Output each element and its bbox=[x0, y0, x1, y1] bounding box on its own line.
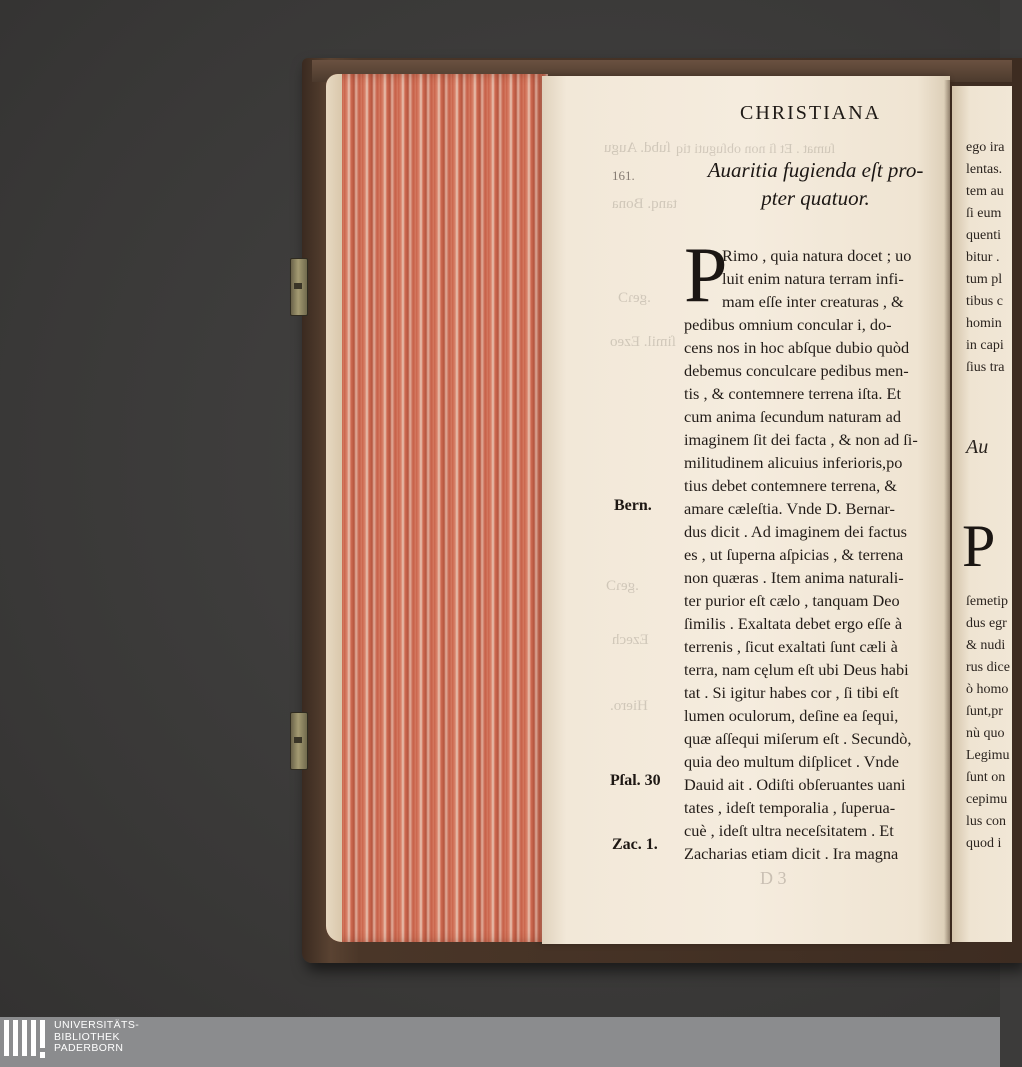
library-name-line: BIBLIOTHEK bbox=[54, 1030, 120, 1043]
signature-mark-bleed: D 3 bbox=[760, 868, 787, 888]
text-line: quia deo multum diſplicet . Vnde bbox=[684, 752, 899, 771]
margin-note-faint: 161. bbox=[612, 168, 635, 183]
text-line: terra, nam cęlum eſt ubi Deus habi bbox=[684, 660, 909, 679]
facing-text-line: ego ira bbox=[966, 140, 1005, 155]
text-line: cens nos in hoc abſque dubio quòd bbox=[684, 338, 910, 357]
facing-text-line: rus dice bbox=[966, 660, 1010, 675]
clasp-icon bbox=[290, 712, 308, 770]
facing-text-line: Legimu bbox=[966, 748, 1010, 763]
text-line: tat . Si igitur habes cor , ſi tibi eſt bbox=[684, 683, 899, 702]
facing-text-line: ſunt,pr bbox=[966, 704, 1003, 719]
text-line: terrenis , ſicut exaltati ſunt cæli à bbox=[684, 637, 898, 656]
text-line: luit enim natura terram infi- bbox=[722, 269, 904, 288]
facing-text-line: lus con bbox=[966, 814, 1007, 829]
text-line: amare cæleſtia. Vnde D. Bernar- bbox=[684, 499, 895, 518]
facing-text-line: tum pl bbox=[966, 272, 1003, 287]
footer-bar bbox=[0, 1017, 1000, 1067]
text-line: Zacharias etiam dicit . Ira magna bbox=[684, 844, 899, 863]
facing-text-line: ſius tra bbox=[966, 360, 1005, 375]
show-through-text: Ezech bbox=[612, 632, 649, 648]
facing-text-line: tem au bbox=[966, 184, 1004, 199]
text-line: Rimo , quia natura docet ; uo bbox=[722, 246, 912, 265]
text-line: imaginem ſit dei facta , & non ad ſi- bbox=[684, 430, 918, 449]
text-line: es , ut ſuperna aſpicias , & terrena bbox=[684, 545, 904, 564]
facing-text-line: ſemetip bbox=[966, 594, 1008, 609]
facing-text-line: tibus c bbox=[966, 294, 1003, 309]
text-line: non quæras . Item anima naturali- bbox=[684, 568, 904, 587]
facing-text-line: & nudi bbox=[966, 638, 1006, 653]
text-line: dus dicit . Ad imaginem dei factus bbox=[684, 522, 907, 541]
text-line: tius debet contemnere terrena, & bbox=[684, 476, 897, 495]
show-through-text: tanq. Bona bbox=[612, 196, 677, 212]
fore-edge-paper bbox=[326, 74, 342, 942]
text-line: debemus conculcare pedibus men- bbox=[684, 361, 909, 380]
show-through-text: .geɿƆ bbox=[606, 578, 639, 594]
chapter-heading bbox=[688, 156, 943, 212]
text-line: pedibus omnium concular i, do- bbox=[684, 315, 892, 334]
show-through-text: .geɿƆ bbox=[618, 290, 651, 306]
facing-text-line: bitur . bbox=[966, 250, 1000, 265]
facing-text-line: quod i bbox=[966, 836, 1002, 851]
library-name-line: PADERBORN bbox=[54, 1042, 124, 1054]
text-line: quæ aſſequi miſerum eſt . Secundò, bbox=[684, 729, 912, 748]
facing-text-line: in capi bbox=[966, 338, 1004, 353]
text-line: ſimilis . Exaltata debet ergo eſſe à bbox=[684, 614, 903, 633]
margin-note-bern: Bern. bbox=[614, 497, 652, 514]
red-stained-fore-edge bbox=[326, 74, 548, 942]
facing-text-line: ò homo bbox=[966, 682, 1009, 697]
library-name-line: UNIVERSITÄTS- bbox=[54, 1019, 140, 1031]
text-line: Dauid ait . Odiſti obſeruantes uani bbox=[684, 775, 906, 794]
clasp-icon bbox=[290, 258, 308, 316]
facing-text-line: ſunt on bbox=[966, 770, 1006, 785]
show-through-text: ſumat . Et ſi non obſuguti tiq bbox=[676, 142, 836, 157]
facing-text-line: ſi eum bbox=[966, 206, 1002, 221]
facing-text-line: cepimu bbox=[966, 792, 1008, 807]
show-through-text: Hiero. bbox=[610, 698, 648, 714]
running-head: CHRISTIANA bbox=[740, 102, 882, 124]
drop-cap: P bbox=[684, 231, 728, 318]
library-logo-icon bbox=[4, 1020, 48, 1064]
heading-line: pter quatuor. bbox=[761, 186, 870, 210]
text-line: ter purior eſt cælo , tanquam Deo bbox=[684, 591, 900, 610]
text-line: cuè , ideſt ultra neceſsitatem . Et bbox=[684, 821, 894, 840]
facing-text-line: lentas. bbox=[966, 162, 1003, 177]
facing-text-line: quenti bbox=[966, 228, 1001, 243]
text-line: tis , & contemnere terrena iſta. Et bbox=[684, 384, 901, 403]
facing-drop-cap: P bbox=[962, 513, 996, 579]
text-line: tates , ideſt temporalia , ſuperua- bbox=[684, 798, 896, 817]
text-line: lumen oculorum, deſine ea ſequi, bbox=[684, 706, 899, 725]
text-line: cum anima ſecundum naturam ad bbox=[684, 407, 902, 426]
library-name bbox=[54, 1020, 139, 1055]
show-through-text: ſimil. Ezeo bbox=[610, 334, 676, 350]
facing-text-line: dus egr bbox=[966, 616, 1007, 631]
facing-text-line: homin bbox=[966, 316, 1002, 331]
show-through-text: ſubd. Augu bbox=[604, 140, 671, 156]
text-line: militudinem alicuius inferioris,po bbox=[684, 453, 903, 472]
text-line: mam eſſe inter creaturas , & bbox=[722, 292, 904, 311]
margin-note-zac: Zac. 1. bbox=[612, 836, 658, 853]
facing-heading-fragment: Au bbox=[966, 436, 989, 458]
heading-line: Auaritia fugienda eſt pro- bbox=[707, 158, 924, 182]
margin-note-psal: Pſal. 30 bbox=[610, 772, 661, 789]
facing-text-line: nù quo bbox=[966, 726, 1005, 741]
